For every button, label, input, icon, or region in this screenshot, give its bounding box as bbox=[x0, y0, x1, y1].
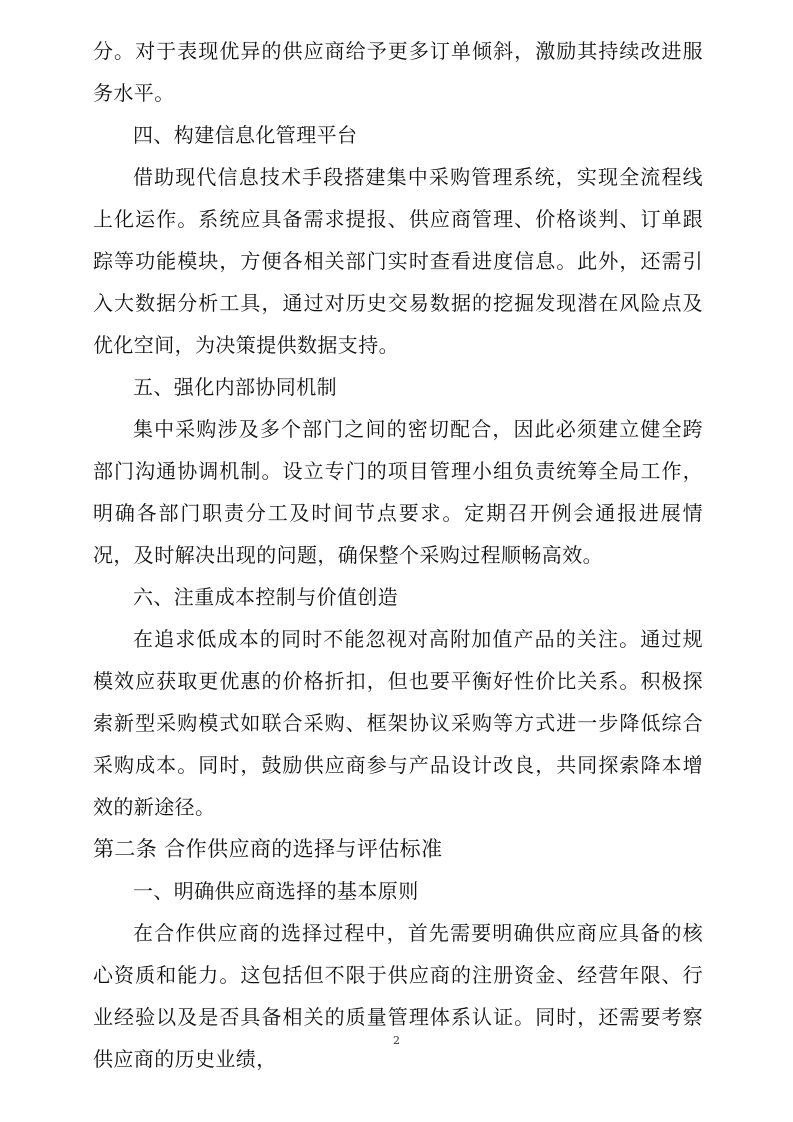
section-heading-6: 六、注重成本控制与价值创造 bbox=[133, 585, 399, 609]
paragraph-continued: 分。对于表现优异的供应商给予更多订单倾斜，激励其持续改进服务水平。 bbox=[93, 39, 703, 105]
article-heading-2: 第二条 合作供应商的选择与评估标准 bbox=[93, 837, 443, 861]
section-heading-4: 四、构建信息化管理平台 bbox=[133, 123, 358, 147]
article2-paragraph-1: 在合作供应商的选择过程中，首先需要明确供应商应具备的核心资质和能力。这包括但不限于供应商的注册资金、经营年限、行业经验以及是否具备相关的质量管理体系认证。同时，还需要考察供应商的历史业绩， bbox=[93, 921, 703, 1071]
paragraph-5: 集中采购涉及多个部门之间的密切配合，因此必须建立健全跨部门沟通协调机制。设立专门的项目管理小组负责统筹全局工作，明确各部门职责分工及时间节点要求。定期召开例会通报进展情况，及时解决出现的问题，确保整个采购过程顺畅高效。 bbox=[93, 417, 703, 567]
page-number: 2 bbox=[393, 1034, 400, 1047]
section-heading-5: 五、强化内部协同机制 bbox=[133, 375, 337, 399]
document-body bbox=[93, 30, 703, 1080]
paragraph-6: 在追求低成本的同时不能忽视对高附加值产品的关注。通过规模效应获取更优惠的价格折扣，但也要平衡好性价比关系。积极探索新型采购模式如联合采购、框架协议采购等方式进一步降低综合采购成本。同时，鼓励供应商参与产品设计改良，共同探索降本增效的新途径。 bbox=[93, 627, 703, 819]
paragraph-4: 借助现代信息技术手段搭建集中采购管理系统，实现全流程线上化运作。系统应具备需求提报、供应商管理、价格谈判、订单跟踪等功能模块，方便各相关部门实时查看进度信息。此外，还需引入大数据分析工具，通过对历史交易数据的挖掘发现潜在风险点及优化空间，为决策提供数据支持。 bbox=[93, 165, 703, 357]
article2-section-heading-1: 一、明确供应商选择的基本原则 bbox=[133, 879, 419, 903]
